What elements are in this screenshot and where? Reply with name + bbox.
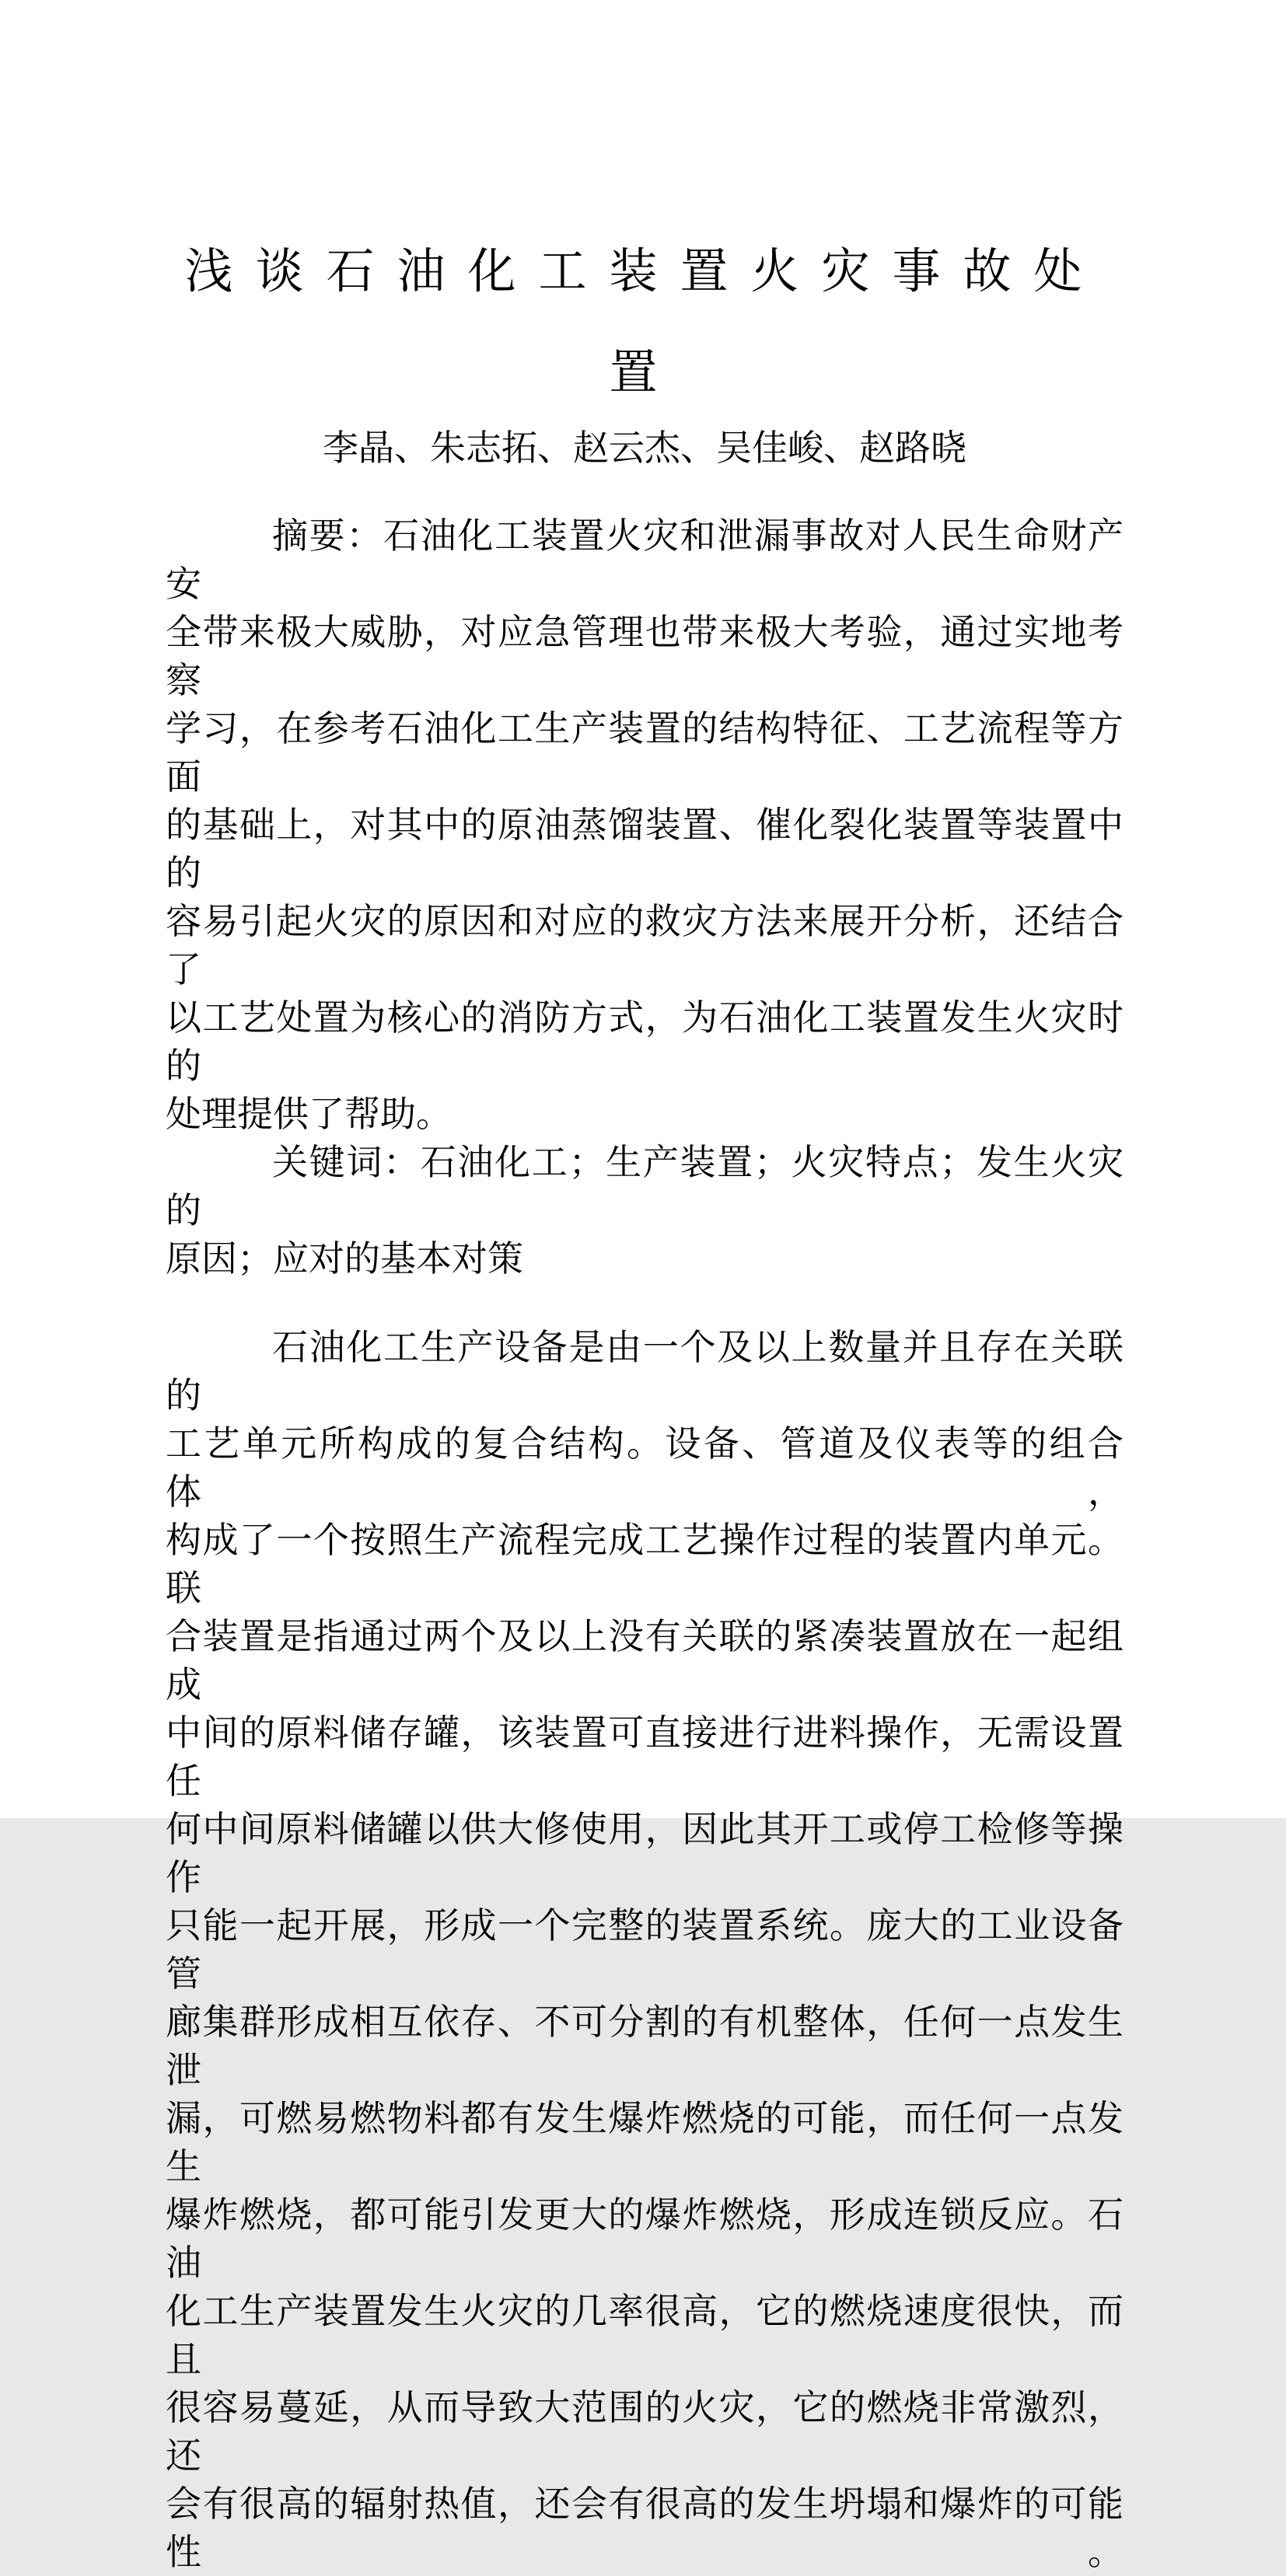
abstract-line: 以工艺处置为核心的消防方式，为石油化工装置发生火灾时的 bbox=[166, 997, 1124, 1086]
body-line: 石油化工生产设备是由一个及以上数量并且存在关联的 bbox=[166, 1327, 1124, 1415]
abstract-section bbox=[166, 511, 1124, 1283]
title-line-2: 置 bbox=[609, 346, 680, 400]
body-line: 爆炸燃烧，都可能引发更大的爆炸燃烧，形成连锁反应。石油 bbox=[166, 2194, 1124, 2283]
title-line-1: 浅谈石油化工装置火灾事故处 bbox=[184, 245, 1105, 298]
keywords-line: 原因；应对的基本对策 bbox=[166, 1238, 523, 1279]
body-line: 构成了一个按照生产流程完成工艺操作过程的装置内单元。联 bbox=[166, 1520, 1124, 1608]
body-line: 合装置是指通过两个及以上没有关联的紧凑装置放在一起组成 bbox=[166, 1616, 1124, 1705]
body-line: 会有很高的辐射热值，还会有很高的发生坍塌和爆炸的可能性。 bbox=[166, 2484, 1124, 2572]
body-line: 中间的原料储存罐，该装置可直接进行进料操作，无需设置任 bbox=[166, 1712, 1124, 1801]
body-line: 漏，可燃易燃物料都有发生爆炸燃烧的可能，而任何一点发生 bbox=[166, 2098, 1124, 2187]
abstract-line: 的基础上，对其中的原油蒸馏装置、催化裂化装置等装置中的 bbox=[166, 805, 1124, 893]
authors-line: 李晶、朱志拓、赵云杰、吴佳峻、赵路晓 bbox=[323, 428, 966, 468]
body-line: 化工生产装置发生火灾的几率很高，它的燃烧速度很快，而且 bbox=[166, 2291, 1124, 2379]
keywords-line: 关键词：石油化工；生产装置；火灾特点；发生火灾的 bbox=[166, 1142, 1124, 1230]
abstract-line: 处理提供了帮助。 bbox=[166, 1094, 452, 1134]
body-line: 廊集群形成相互依存、不可分割的有机整体，任何一点发生泄 bbox=[166, 2002, 1124, 2090]
abstract-line: 容易引起火灾的原因和对应的救灾方法来展开分析，还结合了 bbox=[166, 901, 1124, 990]
body-line: 很容易蔓延，从而导致大范围的火灾，它的燃烧非常激烈，还 bbox=[166, 2387, 1124, 2476]
body-paragraph bbox=[166, 1323, 1124, 2576]
abstract-line: 学习，在参考石油化工生产装置的结构特征、工艺流程等方面 bbox=[166, 708, 1124, 797]
body-line: 工艺单元所构成的复合结构。设备、管道及仪表等的组合体， bbox=[166, 1423, 1124, 1512]
body-line: 只能一起开展，形成一个完整的装置系统。庞大的工业设备管 bbox=[166, 1905, 1124, 1994]
abstract-line: 全带来极大威胁，对应急管理也带来极大考验，通过实地考察 bbox=[166, 612, 1124, 700]
document-title bbox=[166, 222, 1124, 424]
document-content bbox=[166, 0, 1124, 2576]
abstract-line: 摘要：石油化工装置火灾和泄漏事故对人民生命财产安 bbox=[166, 515, 1124, 604]
body-line: 何中间原料储罐以供大修使用，因此其开工或停工检修等操作 bbox=[166, 1809, 1124, 1897]
